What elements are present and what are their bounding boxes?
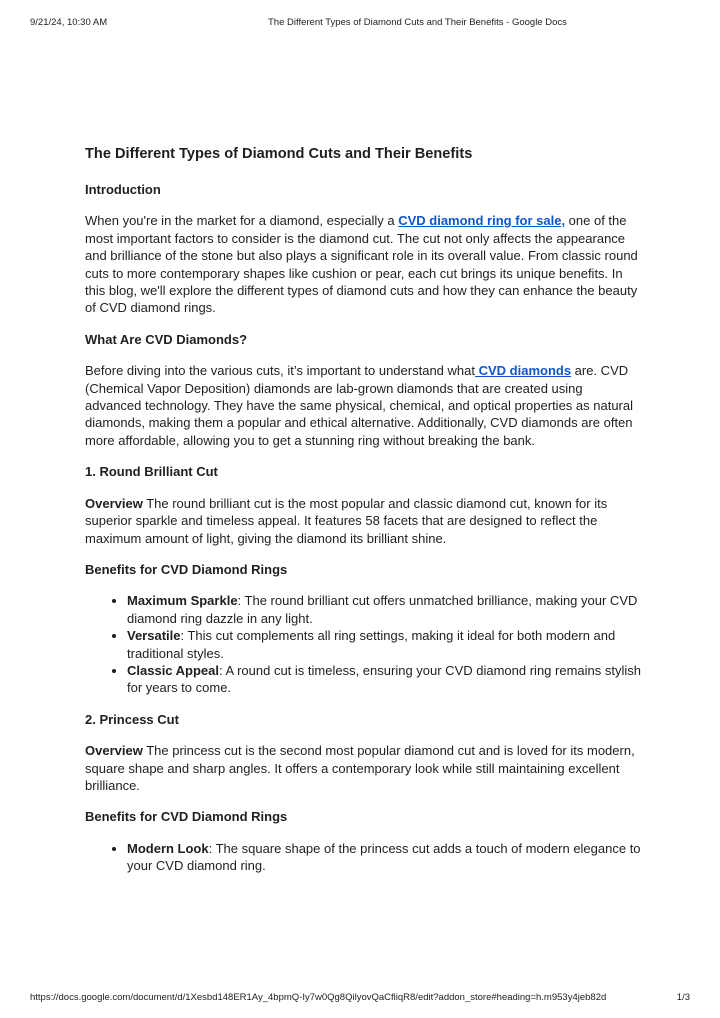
print-url: https://docs.google.com/document/d/1Xesbd148ER1Ay_4bpmQ-Iy7w0Qg8QilyovQaCfliqR8/edit?addon_store#heading=h.m953y4jeb82d bbox=[30, 992, 607, 1003]
benefit-text: : The round brilliant cut offers unmatched brilliance, making your CVD diamond ring dazzle in any light. bbox=[127, 593, 638, 626]
heading-round-benefits: Benefits for CVD Diamond Rings bbox=[85, 561, 288, 577]
print-doc-title: The Different Types of Diamond Cuts and Their Benefits - Google Docs bbox=[268, 17, 567, 28]
cvd-paragraph bbox=[85, 362, 641, 449]
cvd-text-2: are. CVD (Chemical Vapor Deposition) diamonds are lab-grown diamonds that are created using advanced technology. They have the same physical, chemical, and optical properties as natural diamonds, making them a popular and ethical alternative. Additionally, CVD diamonds are often more affordable, allowing you to get a stunning ring without breaking the bank. bbox=[85, 363, 634, 448]
princess-overview-label: Overview bbox=[85, 743, 143, 759]
document-body bbox=[85, 144, 641, 889]
heading-princess: 2. Princess Cut bbox=[85, 711, 179, 727]
cvd-text-1: Before diving into the various cuts, it’s important to understand what bbox=[85, 363, 475, 379]
princess-overview-text: The princess cut is the second most popular diamond cut and is loved for its modern, square shape and sharp angles. It offers a contemporary look while still maintaining excellent brilliance. bbox=[85, 743, 635, 793]
benefit-label: Modern Look bbox=[127, 840, 209, 856]
heading-round-brilliant: 1. Round Brilliant Cut bbox=[85, 464, 218, 480]
round-overview bbox=[85, 495, 641, 547]
round-benefits-list bbox=[85, 592, 641, 696]
princess-benefits-list bbox=[85, 840, 641, 875]
benefit-label: Classic Appeal bbox=[127, 662, 220, 678]
round-overview-label: Overview bbox=[85, 495, 143, 511]
heading-what-are-cvd: What Are CVD Diamonds? bbox=[85, 331, 248, 347]
intro-text-1: When you're in the market for a diamond, especially a bbox=[85, 213, 399, 229]
intro-text-2: one of the most important factors to consider is the diamond cut. The cut not only affects the appearance and brilliance of the stone but also plays a significant role in its overall value. From classic round cuts to more contemporary shapes like cushion or pear, each cut brings its unique benefits. In this blog, we'll explore the different types of diamond cuts and how they can enhance the beauty of CVD diamond rings. bbox=[85, 213, 638, 316]
print-footer bbox=[30, 990, 690, 1004]
cvd-ring-for-sale-link[interactable]: CVD diamond ring for sale, bbox=[398, 213, 566, 229]
heading-introduction: Introduction bbox=[85, 182, 161, 197]
list-item bbox=[127, 840, 641, 875]
benefit-text: : This cut complements all ring settings, making it ideal for both modern and traditional styles. bbox=[127, 628, 616, 661]
list-item bbox=[127, 627, 641, 662]
list-item bbox=[127, 662, 641, 697]
princess-overview bbox=[85, 742, 641, 794]
page-indicator: 1/3 bbox=[676, 992, 690, 1003]
document-title: The Different Types of Diamond Cuts and Their Benefits bbox=[85, 146, 473, 162]
benefit-label: Maximum Sparkle bbox=[127, 593, 238, 609]
print-header bbox=[30, 14, 690, 30]
intro-paragraph bbox=[85, 212, 641, 316]
benefit-text: : A round cut is timeless, ensuring your CVD diamond ring remains stylish for years to come. bbox=[127, 662, 641, 696]
benefit-label: Versatile bbox=[127, 628, 181, 644]
list-item bbox=[127, 592, 641, 627]
cvd-diamonds-link[interactable]: CVD diamonds bbox=[474, 363, 572, 379]
round-overview-text: The round brilliant cut is the most popular and classic diamond cut, known for its superior sparkle and timeless appeal. It features 58 facets that are designed to reflect the maximum amount of light, giving the diamond its brilliant shine. bbox=[85, 495, 608, 546]
benefit-text: : The square shape of the princess cut adds a touch of modern elegance to your CVD diamond ring. bbox=[127, 840, 641, 874]
heading-princess-benefits: Benefits for CVD Diamond Rings bbox=[85, 809, 288, 825]
print-datetime: 9/21/24, 10:30 AM bbox=[30, 17, 108, 28]
